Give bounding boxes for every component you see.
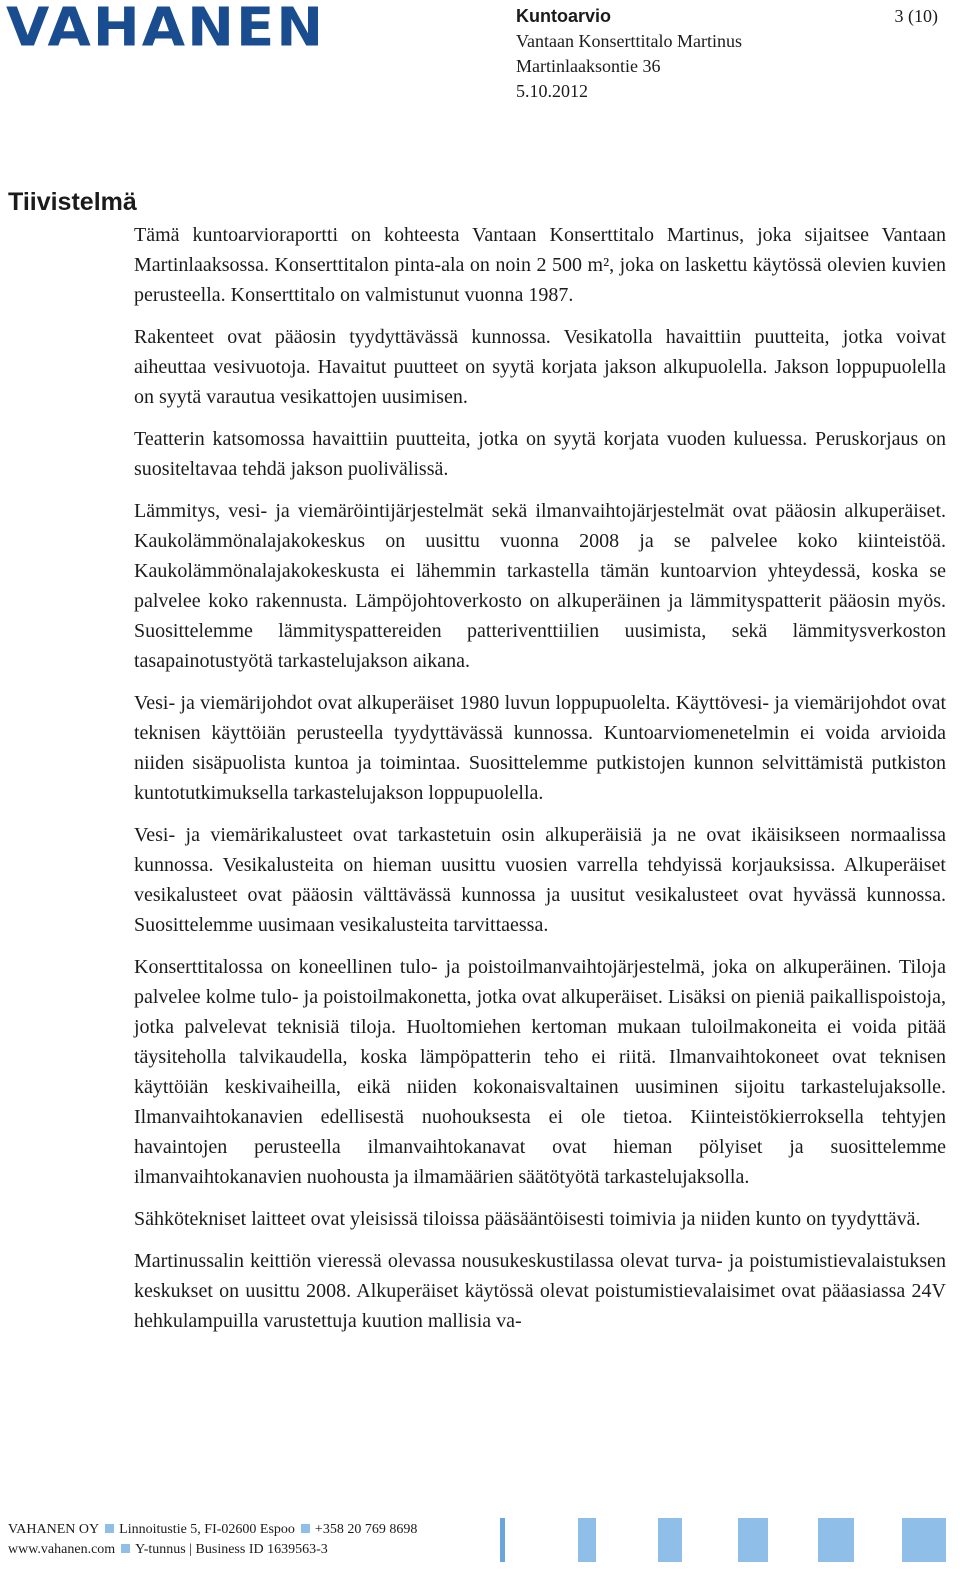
footer-phone: +358 20 769 8698 — [314, 1522, 418, 1537]
paragraph: Martinussalin keittiön vieressä olevassa nousukeskustilassa olevat turva- ja poistumistievalaistuksen keskukset on uusittu 2008. Alkuperäiset käytössä olevat poistumistievalaisimet ovat pääasiassa 24V hehkulampuilla varustettuja kuution mallisia va- — [134, 1250, 946, 1332]
document-title: Kuntoarvio — [516, 6, 612, 26]
page-footer — [8, 1520, 417, 1560]
summary-body — [134, 220, 946, 1348]
decorative-bar — [658, 1518, 682, 1562]
footer-website: www.vahanen.com — [8, 1542, 116, 1557]
paragraph: Konserttitalossa on koneellinen tulo- ja poistoilmanvaihtojärjestelmä, joka on alkuperäinen. Tiloja palvelee kolme tulo- ja poistoilmakonetta, jotka ovat alkuperäiset. Lisäksi on pieniä paikallispoistoja, jotka palvelevat teknisiä tiloja. Huoltomiehen kertoman mukaan tuloilmakoneita ei voida pitää täysiteholla talvikaudella, koska lämpöpatterin teho ei riitä. Ilmanvaihtokoneet ovat teknisen käyttöiän keskivaiheilla, eikä niiden kokonaisvaltainen uusiminen sijoitu tarkastelujaksolle. Ilmanvaihtokanavien edellisestä nuohouksesta ei ole tietoa. Kiinteistökierroksella tehtyjen havaintojen perusteella ilmanvaihtokanavat ovat hieman pölyiset ja suosittelemme ilmanvaihtokanavien nuohousta ja ilmamäärien säätötyötä tarkastelujaksolla. — [134, 956, 946, 1188]
document-date: 5.10.2012 — [516, 81, 588, 101]
square-bullet-icon — [105, 1524, 114, 1533]
vahanen-logo: VAHANEN — [6, 0, 326, 59]
paragraph: Teatterin katsomossa havaittiin puutteita, jotka on syytä korjata vuoden kuluessa. Peruskorjaus on suositeltavaa tehdä jakson puolivälissä. — [134, 428, 946, 480]
footer-decoration — [500, 1518, 946, 1562]
paragraph: Vesi- ja viemärikalusteet ovat tarkastetuin osin alkuperäisiä ja ne ovat ikäisikseen normaalissa kunnossa. Vesikalusteita on hieman uusittu vuosien varrella tehdyissä korjauksissa. Alkuperäiset vesikalusteet ovat pääosin välttävässä kunnossa ja uusitut vesikalusteet ovat hyvässä kunnossa. Suosittelemme uusimaan vesikalusteita tarvittaessa. — [134, 824, 946, 936]
paragraph: Rakenteet ovat pääosin tyydyttävässä kunnossa. Vesikatolla havaittiin puutteita, jotka voivat aiheuttaa vesivuotoja. Havaitut puutteet on syytä korjata jakson alkupuolella. Jakson loppupuolella on syytä varautua vesikattojen uusimisen. — [134, 326, 946, 408]
decorative-bar — [500, 1518, 505, 1562]
paragraph: Sähkötekniset laitteet ovat yleisissä tiloissa pääsääntöisesti toimivia ja niiden kunto on tyydyttävä. — [134, 1208, 921, 1230]
paragraph: Tämä kuntoarvioraportti on kohteesta Vantaan Konserttitalo Martinus, joka sijaitsee Vantaan Martinlaaksossa. Konserttitalon pinta-ala on noin 2 500 m², joka on laskettu käytössä olevien kuvien perusteella. Konserttitalo on valmistunut vuonna 1987. — [134, 224, 946, 306]
footer-company: VAHANEN OY — [8, 1522, 100, 1537]
footer-address: Linnoitustie 5, FI-02600 Espoo — [119, 1522, 295, 1537]
footer-business-id: Y-tunnus | Business ID 1639563-3 — [135, 1542, 328, 1557]
document-address: Martinlaaksontie 36 — [516, 56, 661, 76]
page-number: 3 (10) — [894, 6, 938, 26]
paragraph: Lämmitys, vesi- ja viemäröintijärjestelmät sekä ilmanvaihtojärjestelmät ovat pääosin alkuperäiset. Kaukolämmönalajakokeskus on uusittu vuonna 2008 ja se palvelee koko kiinteistöä. Kaukolämmönalajakokeskusta ei lähemmin tarkastella tämän kuntoarvion yhteydessä, koska se palvelee koko rakennusta. Lämpöjohtoverkosto on alkuperäinen ja lämmityspatterit pääosin myös. Suosittelemme lämmityspattereiden patteriventtiilien uusimista, sekä lämmitysverkoston tasapainotustyötä tarkastelujakson aikana. — [134, 500, 946, 672]
decorative-bar — [818, 1518, 854, 1562]
document-info — [516, 4, 742, 104]
footer-line-2 — [8, 1540, 417, 1560]
section-heading: Tiivistelmä — [8, 188, 137, 216]
footer-line-1 — [8, 1520, 417, 1540]
paragraph: Vesi- ja viemärijohdot ovat alkuperäiset 1980 luvun loppupuolelta. Käyttövesi- ja viemärijohdot ovat teknisen käyttöiän perusteella tyydyttävässä kunnossa. Kuntoarviomenetelmin ei voida arvioida niiden sisäpuolista kuntoa ja toimintaa. Suosittelemme putkistojen kunnon selvittämistä putkiston kuntotutkimuksella tarkastelujakson loppupuolella. — [134, 692, 946, 804]
square-bullet-icon — [301, 1524, 310, 1533]
decorative-bar — [578, 1518, 596, 1562]
decorative-bar — [902, 1518, 946, 1562]
document-subject: Vantaan Konserttitalo Martinus — [516, 31, 742, 51]
decorative-bar — [738, 1518, 768, 1562]
square-bullet-icon — [121, 1544, 130, 1553]
